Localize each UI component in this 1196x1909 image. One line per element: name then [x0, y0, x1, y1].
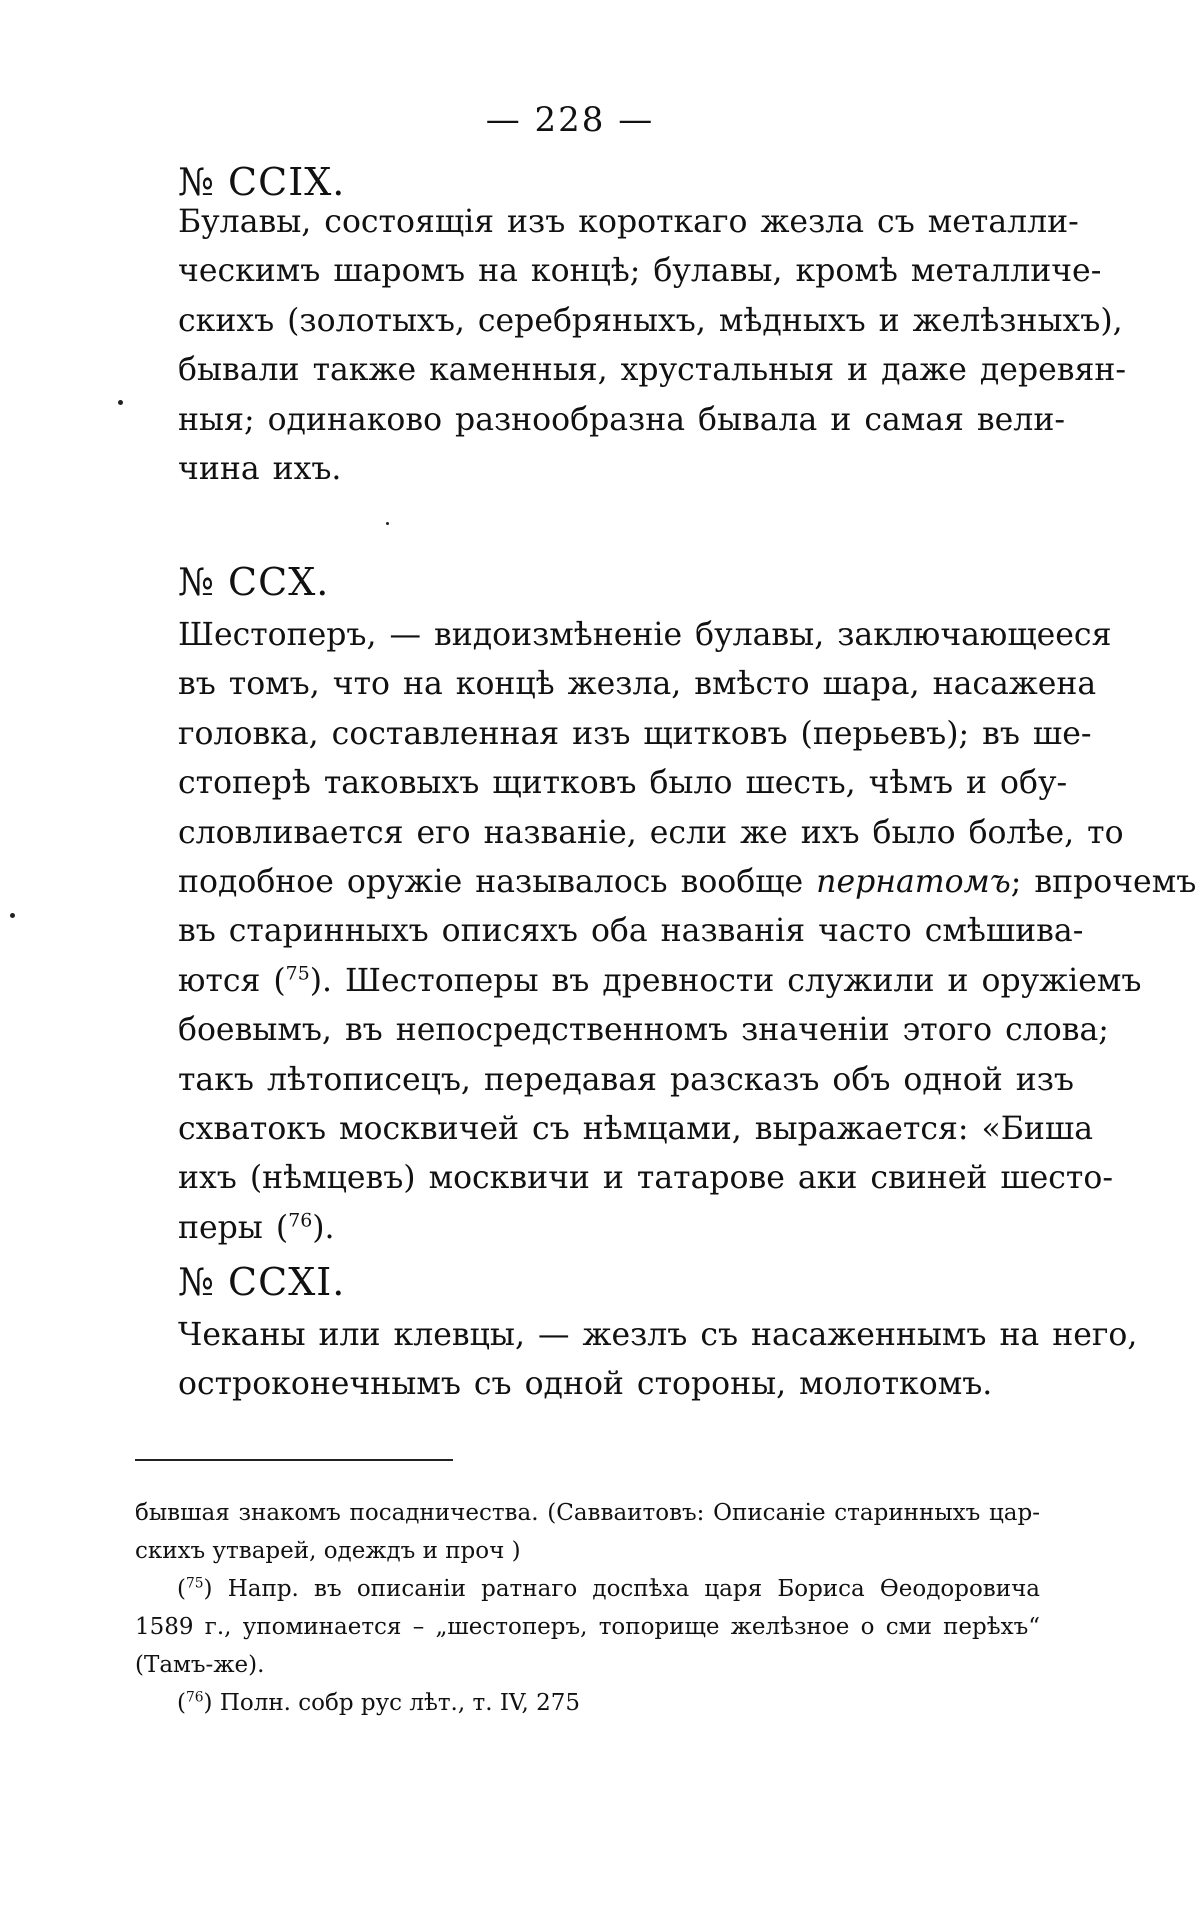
print-speck	[386, 522, 389, 525]
footnote-75: ($^{75}$) Напр. въ описаніи ратнаго доспѣха царя Бориса Ѳеодоровича	[177, 1575, 1040, 1602]
text-line: остроконечнымъ съ одной стороны, молоткомъ.	[178, 1366, 993, 1403]
footnote-line: скихъ утварей, одеждъ и проч )	[135, 1538, 521, 1564]
section-heading-ccx: № CCX.	[178, 560, 330, 604]
text-line: такъ лѣтописецъ, передавая разсказъ объ одной изъ	[178, 1061, 1074, 1098]
text-line	[178, 957, 1142, 1006]
print-speck	[118, 400, 123, 405]
text-fragment: ; впрочемъ	[1010, 864, 1196, 901]
text-line: схватокъ москвичей съ нѣмцами, выражается: «Биша	[178, 1111, 1093, 1148]
text-fragment: ).	[312, 1209, 335, 1246]
footnote-line: (Тамъ-же).	[135, 1652, 265, 1678]
text-fragment: подобное оружіе называлось вообще	[178, 864, 804, 901]
text-line: чина ихъ.	[178, 451, 342, 488]
text-line: ихъ (нѣмцевъ) москвичи и татарове аки свиней шесто-	[178, 1160, 1113, 1197]
print-speck	[10, 913, 15, 918]
footnote-text: ) Полн. собр рус лѣт., т. IV, 275	[203, 1690, 581, 1716]
footnote-ref-75[interactable]: 75	[285, 962, 310, 985]
text-line: Шестоперъ, — видоизмѣненіе булавы, заключающееся	[178, 617, 1112, 653]
text-line: Булавы, состоящія изъ короткаго жезла съ металли-	[178, 204, 1079, 240]
footnote-line: бывшая знакомъ посадничества. (Савваитовъ: Описаніе старинныхъ цар-	[135, 1500, 1040, 1526]
text-line: головка, составленная изъ щитковъ (перьевъ); въ ше-	[178, 715, 1092, 752]
page-number: — 228 —	[485, 100, 655, 140]
text-line: въ томъ, что на концѣ жезла, вмѣсто шара, насажена	[178, 666, 1097, 703]
footnotes	[135, 1494, 1040, 1722]
text-fragment: ). Шестоперы въ древности служили и оружіемъ	[309, 962, 1142, 999]
section-heading-ccix: № CCIX.	[178, 160, 346, 204]
text-line: боевымъ, въ непосредственномъ значеніи этого слова;	[178, 1012, 1109, 1049]
paragraph-ccix	[178, 198, 1126, 494]
footnote-ref-76[interactable]: 76	[288, 1209, 313, 1232]
text-line: словливается его названіе, если же ихъ было болѣе, то	[178, 814, 1124, 851]
footnote-divider	[135, 1459, 453, 1461]
text-line: стоперѣ таковыхъ щитковъ было шесть, чѣмъ и обу-	[178, 765, 1068, 802]
text-line	[178, 1204, 1040, 1253]
paragraph-ccxi	[178, 1311, 1138, 1410]
text-line: скихъ (золотыхъ, серебряныхъ, мѣдныхъ и желѣзныхъ),	[178, 302, 1123, 339]
text-fragment: перы (	[178, 1209, 289, 1246]
section-heading-ccxi: № CCXI.	[178, 1260, 346, 1304]
text-fragment: ются (	[178, 962, 286, 999]
text-line: въ старинныхъ описяхъ оба названія часто смѣшива-	[178, 913, 1084, 950]
text-line: бывали также каменныя, хрустальныя и даже деревян-	[178, 352, 1126, 389]
footnote-line: 1589 г., упоминается – „шестоперъ, топорище желѣзное о сми перѣхъ“	[135, 1614, 1040, 1640]
text-line: Чеканы или клевцы, — жезлъ съ насаженнымъ на него,	[178, 1317, 1138, 1353]
footnote-text: ) Напр. въ описаніи ратнаго доспѣха царя Бориса Ѳеодоровича	[203, 1576, 1040, 1602]
text-line: ныя; одинаково разнообразна бывала и самая вели-	[178, 401, 1065, 438]
footnote-mark-75: 75	[185, 1575, 204, 1592]
italic-term: пернатомъ	[816, 864, 1011, 901]
footnote-76: ($^{76}$) Полн. собр рус лѣт., т. IV, 275	[177, 1689, 581, 1716]
paragraph-ccx	[178, 611, 1196, 1253]
text-line	[178, 858, 1196, 907]
footnote-mark-76: 76	[185, 1689, 204, 1706]
text-line: ческимъ шаромъ на концѣ; булавы, кромѣ металличе-	[178, 253, 1102, 290]
